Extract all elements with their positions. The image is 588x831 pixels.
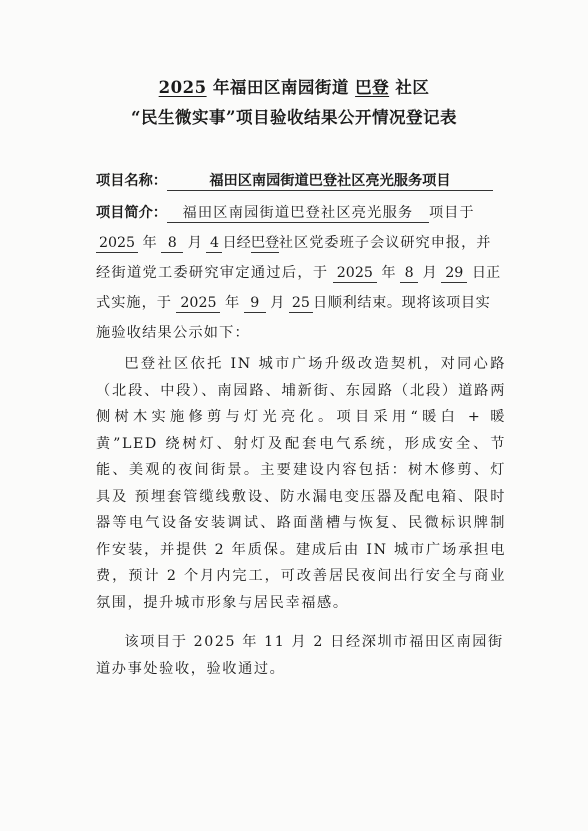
report-day: 4: [206, 234, 222, 253]
project-name-label: 项目名称：: [96, 173, 167, 189]
end-day: 25: [289, 294, 313, 313]
title-community: 巴登: [355, 78, 390, 97]
report-month: 8: [161, 234, 183, 253]
project-intro-line-4: 式实施，于 2025 年 9 月 25 日顺利结束。现将该项目实: [96, 295, 491, 311]
body-paragraph-2: 该项目于 2025 年 11 月 2 日经深圳市福田区南园街道办事处验收，验收通过。: [96, 634, 504, 677]
project-name-row: [96, 171, 516, 191]
title-district-street: 年福田区南园街道: [206, 78, 356, 97]
project-name-value: 福田区南园街道巴登社区亮光服务项目: [167, 172, 493, 191]
start-day: 29: [441, 264, 467, 283]
title-community-suffix: 社区: [389, 78, 430, 97]
project-intro-label: 项目简介：: [96, 205, 167, 221]
report-community: 巴登: [250, 235, 280, 251]
project-intro-line-1: 项目简介： 福田区南园街道巴登社区亮光服务 项目于: [96, 205, 475, 221]
project-intro-project-name: 福田区南园街道巴登社区亮光服务: [167, 204, 429, 223]
body-paragraph-1: 巴登社区依托 IN 城市广场升级改造契机，对同心路（北段、中段）、南园路、埔新街、东园路（北段）道路两侧树木实施修剪与灯光亮化。项目采用“暖白 + 暖黄”LED 绕树灯、射灯及配套电气系统，形成安全、节能、美观的夜间街景。主要建设内容包括：树木修剪、灯具及 预埋套管缆线敷设、防水漏电变压器及配电箱、限时器等电气设备安装调试、路面凿槽与恢复、民微标识牌制作安装，并提供 2 年质保。建成后由 IN 城市广场承担电费，预计 2 个月内完工，可改善居民夜间出行安全与商业氛围，提升城市形象与居民幸福感。: [96, 356, 506, 611]
document-title-line-1: [0, 74, 588, 98]
end-month: 9: [244, 294, 266, 313]
document-title-line-2: “民生微实事”项目验收结果公开情况登记表: [131, 108, 457, 127]
title-year: 2025: [158, 78, 207, 97]
report-year: 2025: [96, 234, 138, 253]
start-year: 2025: [333, 264, 377, 283]
project-intro-line-3: 经街道党工委研究审定通过后，于 2025 年 8 月 29 日正: [96, 265, 501, 281]
project-intro-line-5: 施验收结果公示如下：: [96, 325, 250, 341]
start-month: 8: [400, 264, 418, 283]
project-intro-line-2: 2025 年 8 月 4 日经巴登社区党委班子会议研究申报，并: [96, 233, 506, 253]
end-year: 2025: [176, 294, 220, 313]
